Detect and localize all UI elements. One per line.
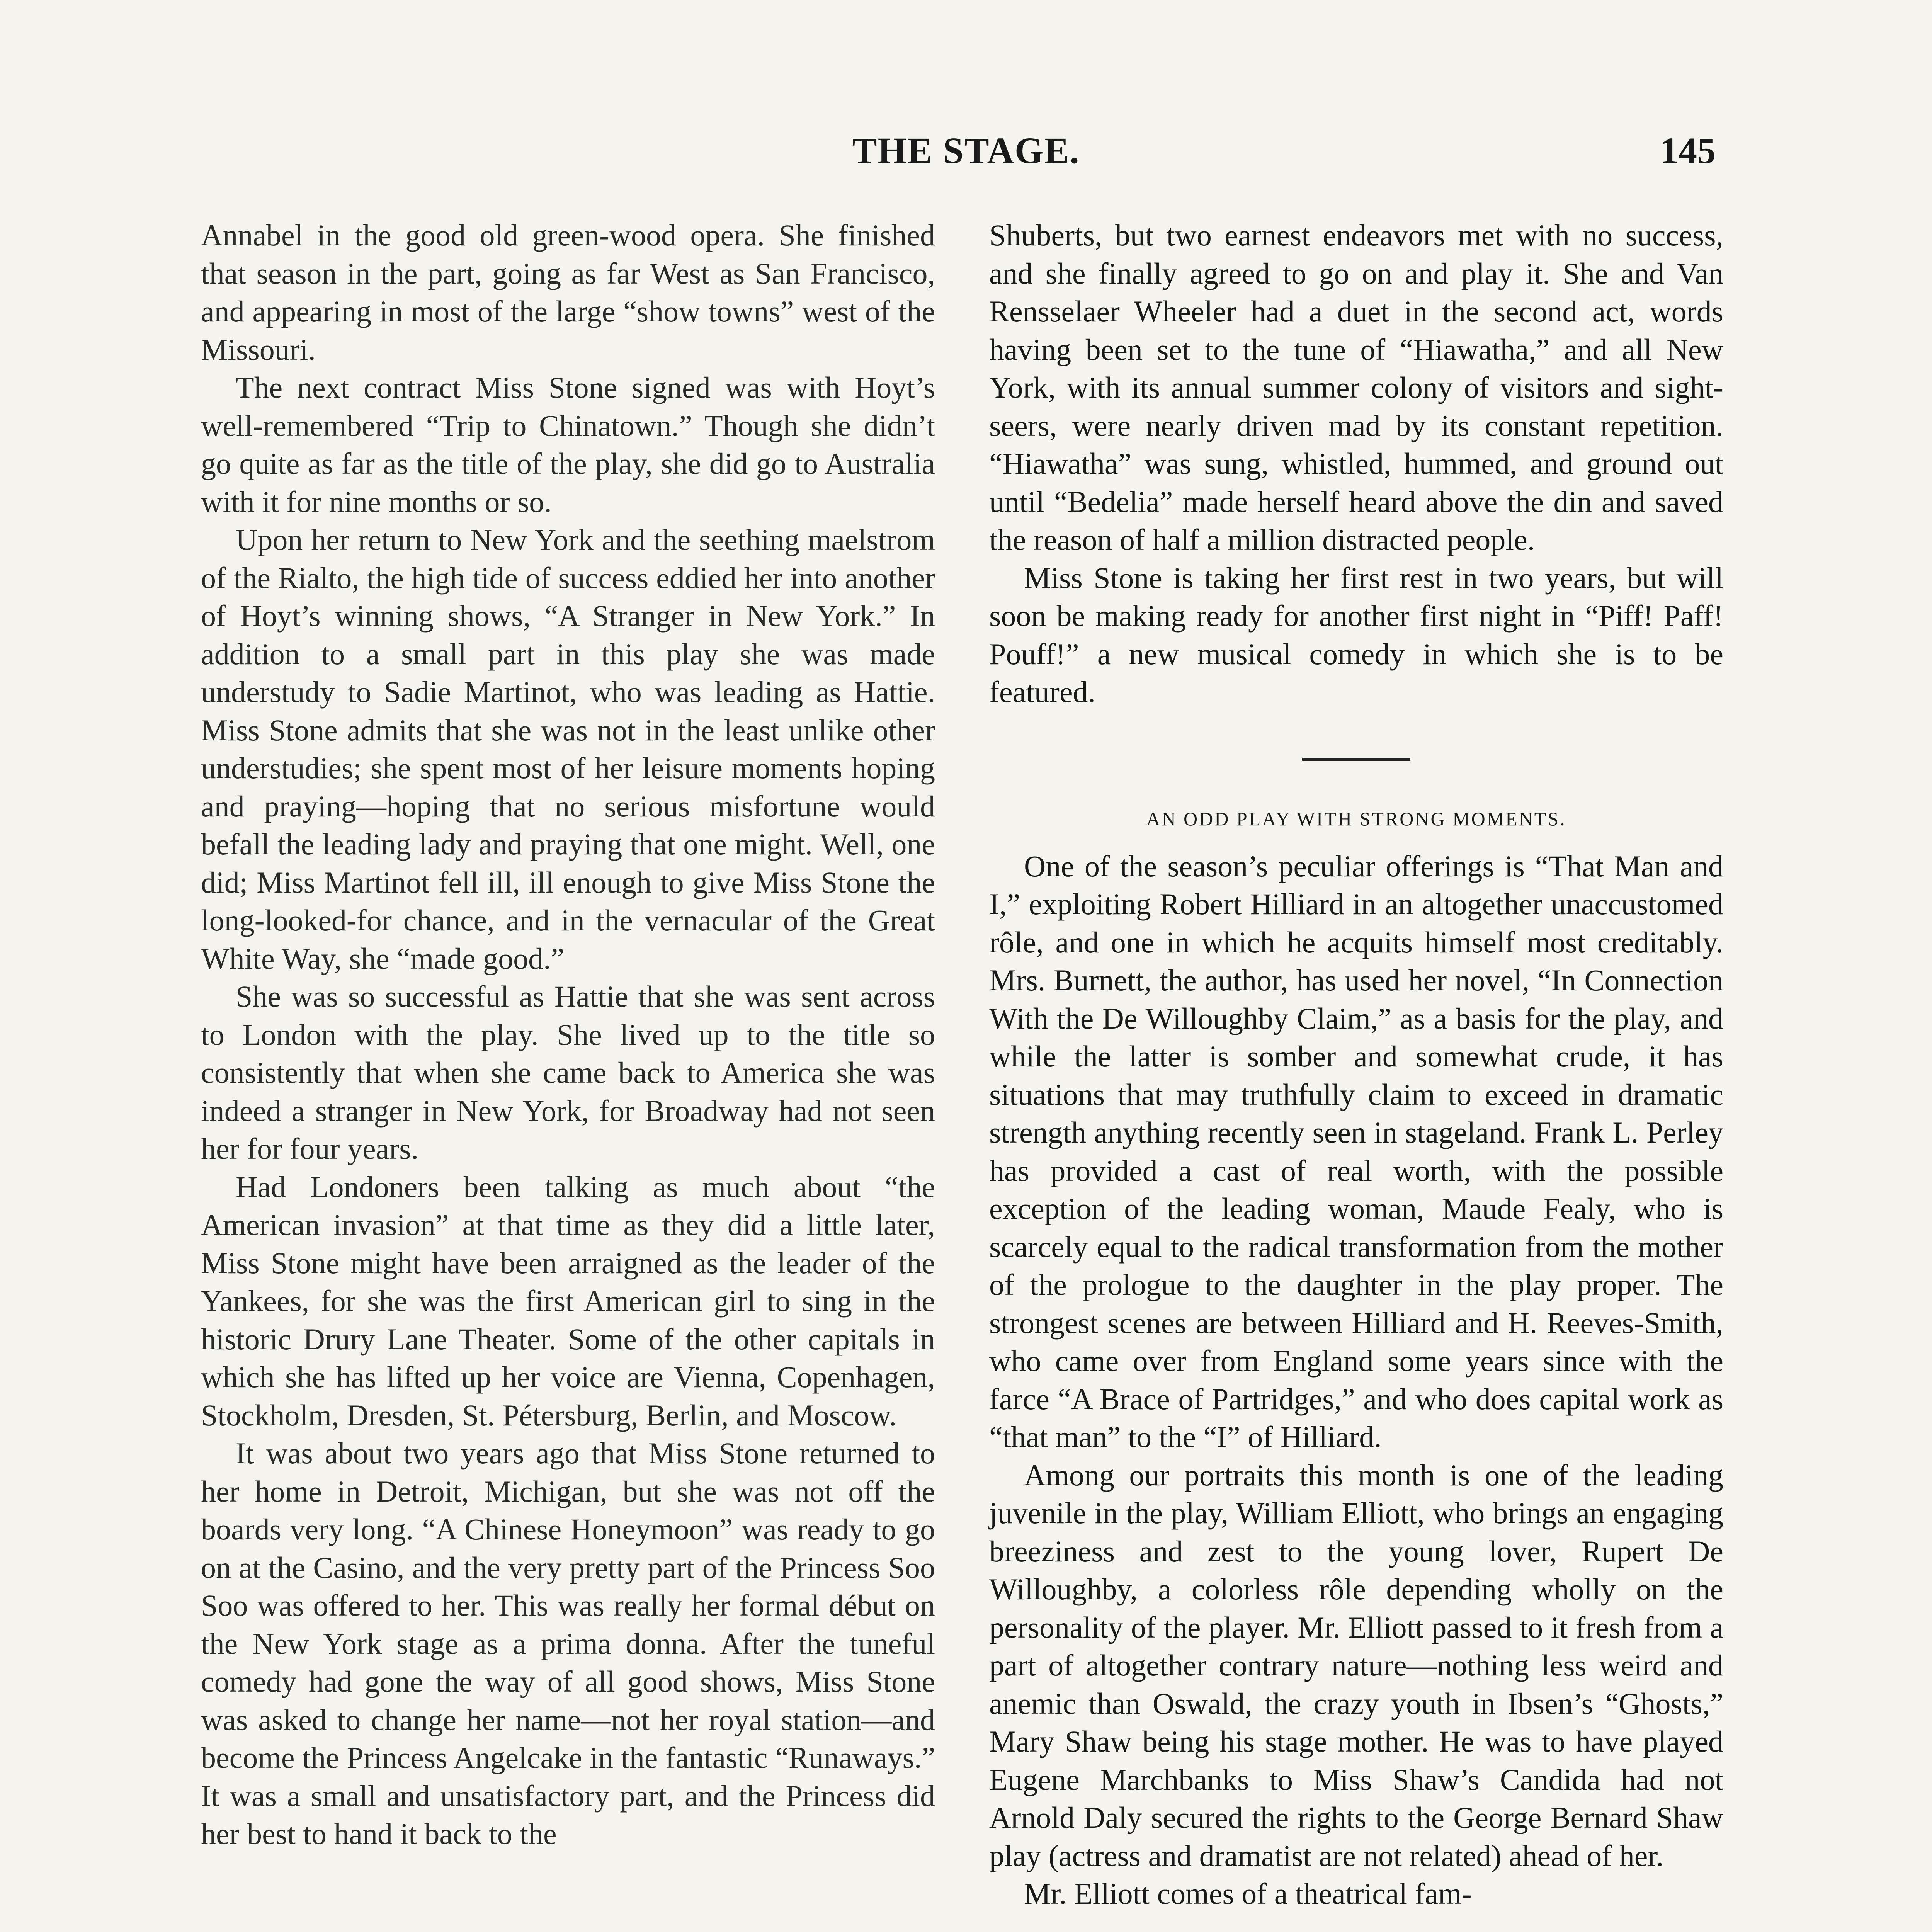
paragraph: Shuberts, but two earnest endeavors met with no success, and she finally agreed to go on and play it. She and Van Rensselaer Wheeler had a duet in the second act, words having been set to the tune of “Hiawatha,” and all New York, with its annual summer colony of visitors and sight-seers, were nearly driven mad by its constant repetition. “Hiawatha” was sung, whistled, hummed, and ground out until “Bedelia” made herself heard above the din and saved the reason of half a million distracted people. [989, 218, 1723, 556]
paragraph: Upon her return to New York and the seething maelstrom of the Rialto, the high tide of success eddied her into another of Hoyt’s winning shows, “A Stranger in New York.” In addition to a small part in this play she was made understudy to Sadie Martinot, who was leading as Hattie. Miss Stone admits that she was not in the least unlike other understudies; she spent most of her leisure moments hoping and praying—hoping that no serious misfortune would befall the leading lady and praying that one might. Well, one did; Miss Martinot fell ill, ill enough to give Miss Stone the long-looked-for chance, and in the vernacular of the Great White Way, she “made good.” [201, 523, 935, 975]
paragraph: She was so successful as Hattie that she was sent across to London with the play. She lived up to the title so consistently that when she came back to America she was indeed a stranger in New York, for Broadway had not seen her for four years. [201, 980, 935, 1165]
paragraph: Annabel in the good old green-wood opera. She finished that season in the part, going as far West as San Francisco, and appearing in most of the large “show towns” west of the Missouri. [201, 218, 935, 366]
paragraph: Among our portraits this month is one of the leading juvenile in the play, William Elliott, who brings an engaging breeziness and zest to the young lover, Rupert De Willoughby, a colorless rôle depending wholly on the personality of the player. Mr. Elliott passed to it fresh from a part of altogether contrary nature—nothing less weird and anemic than Oswald, the crazy youth in Ibsen’s “Ghosts,” Mary Shaw being his stage mother. He was to have played Eugene Marchbanks to Miss Shaw’s Candida had not Arnold Daly secured the rights to the George Bernard Shaw play (actress and dramatist are not related) ahead of her. [989, 1458, 1723, 1872]
page-number: 145 [1660, 130, 1716, 171]
paragraph: Mr. Elliott comes of a theatrical fam- [1024, 1877, 1472, 1910]
paragraph: Had Londoners been talking as much about “the American invasion” at that time as they did a little later, Miss Stone might have been arraigned as the leader of the Yankees, for she was the first American girl to sing in the historic Drury Lane Theater. Some of the other capitals in which she has lifted up her voice are Vienna, Copenhagen, Stockholm, Dresden, St. Pétersburg, Berlin, and Moscow. [201, 1170, 935, 1432]
paragraph: It was about two years ago that Miss Stone returned to her home in Detroit, Michigan, but she was not off the boards very long. “A Chinese Honeymoon” was ready to go on at the Casino, and the very pretty part of the Princess Soo Soo was offered to her. This was really her formal début on the New York stage as a prima donna. After the tuneful comedy had gone the way of all good shows, Miss Stone was asked to change her name—not her royal station—and become the Princess Angelcake in the fantastic “Runaways.” It was a small and unsatisfactory part, and the Princess did her best to hand it back to the [201, 1436, 935, 1850]
paragraph: One of the season’s peculiar offerings is “That Man and I,” exploiting Robert Hilliard in an altogether unaccustomed rôle, and one in which he acquits himself most creditably. Mrs. Burnett, the author, has used her novel, “In Connection With the De Willoughby Claim,” as a basis for the play, and while the latter is somber and somewhat crude, it has situations that may truthfully claim to exceed in dramatic strength anything recently seen in stageland. Frank L. Perley has provided a cast of real worth, with the possible exception of the leading woman, Maude Fealy, who is scarcely equal to the radical transformation from the mother of the prologue to the daughter in the play proper. The strongest scenes are between Hilliard and H. Reeves-Smith, who came over from England some years since with the farce “A Brace of Partridges,” and who does capital work as “that man” to the “I” of Hilliard. [989, 849, 1723, 1454]
section-divider [1302, 758, 1410, 761]
paragraph: The next contract Miss Stone signed was with Hoyt’s well-remembered “Trip to Chinatown.” Though she didn’t go quite as far as the title of the play, she did go to Australia with it for nine months or so. [201, 371, 935, 519]
section-title: AN ODD PLAY WITH STRONG MOMENTS. [1146, 808, 1566, 830]
page-header [216, 128, 1716, 182]
paragraph: Miss Stone is taking her first rest in two years, but will soon be making ready for another first night in “Piff! Paff! Pouff!” a new musical comedy in which she is to be featured. [989, 561, 1723, 709]
right-column [989, 216, 1723, 1913]
running-head: THE STAGE. [852, 130, 1080, 171]
left-column [201, 216, 935, 1853]
